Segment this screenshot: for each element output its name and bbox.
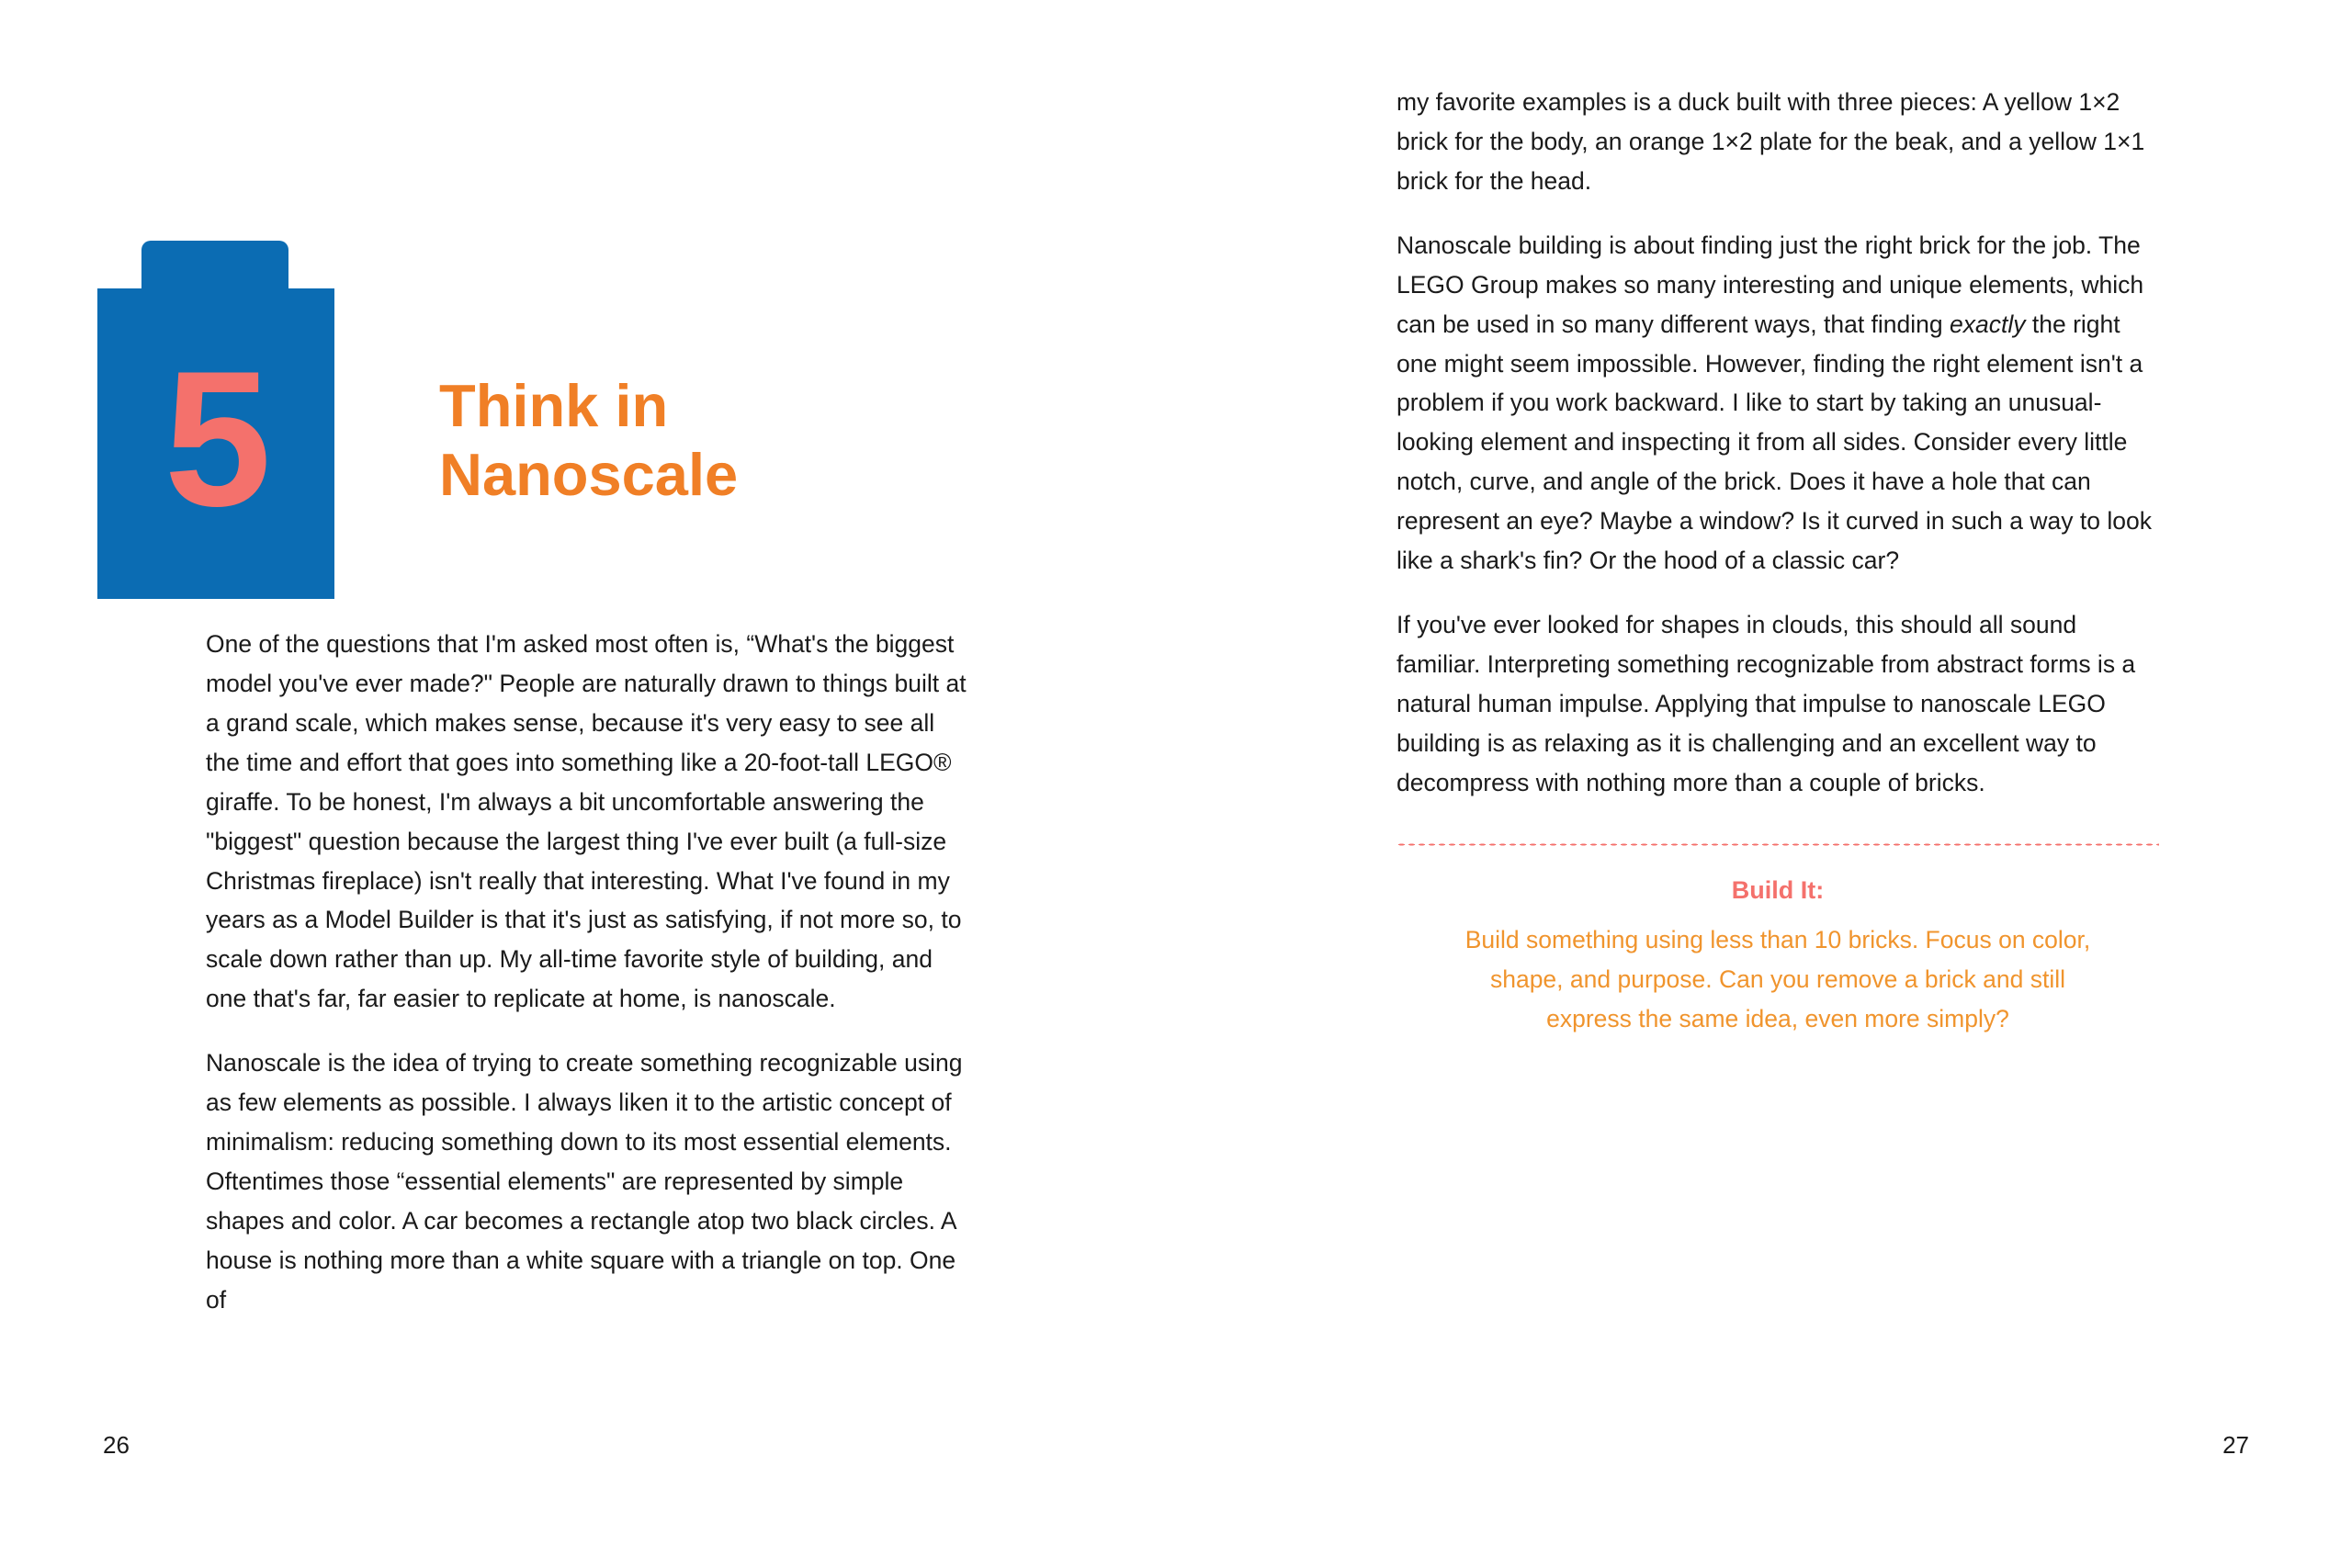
build-it-heading: Build It: [1731,875,1825,904]
chapter-number: 5 [164,331,268,547]
chapter-title-line-2: Nanoscale [439,440,739,508]
chapter-title-line-1: Think in [439,372,669,439]
chapter-number-brick [97,241,334,599]
right-page-body-column [1396,83,2159,1039]
paragraph-text-after-italic: the right one might seem impossible. However, finding the right element isn't a problem if you work backward. I like to start by taking an unusual-looking element and inspecting it from all sides. Consider every little notch, curve, and angle of the brick. Does it have a hole that can represent an eye? Maybe a window? Is it curved in such a way to look like a shark's fin? Or the hood of a classic car? [1396,310,2152,575]
dotted-divider [1396,843,2159,846]
paragraph-with-italic [1396,226,2159,581]
page-number-left: 26 [103,1431,130,1459]
right-page [1176,0,2352,1568]
brick-stud-shape [141,241,288,294]
paragraph: Nanoscale is the idea of trying to create something recognizable using as few elements as possible. I always liken it to the artistic concept of minimalism: reducing something down to its most essential elements. Oftentimes those “essential elements" are represented by simple shapes and color. A car becomes a rectangle atop two black circles. A house is nothing more than a white square with a triangle on top. One of [206,1049,963,1314]
paragraph: my favorite examples is a duck built with three pieces: A yellow 1×2 brick for the body, an orange 1×2 plate for the beak, and a yellow 1×1 brick for the head. [1396,88,2145,195]
italic-emphasis: exactly [1950,310,2026,338]
page-number-right: 27 [2222,1431,2249,1459]
build-it-body: Build something using less than 10 bricks. Focus on color, shape, and purpose. Can you remove a brick and still express the same idea, even more simply? [1464,925,2091,1033]
left-page-body-column [206,625,970,1320]
paragraph-text-before-italic: Nanoscale building is about finding just the right brick for the job. The LEGO Group makes so many interesting and unique elements, which can be used in so many different ways, that finding [1396,231,2144,338]
paragraph: If you've ever looked for shapes in clouds, this should all sound familiar. Interpreting something recognizable from abstract forms is a natural human impulse. Applying that impulse to nanoscale LEGO building is as relaxing as it is challenging and an excellent way to decompress with nothing more than a couple of bricks. [1396,611,2136,796]
chapter-title [439,372,1082,510]
paragraph: One of the questions that I'm asked most often is, “What's the biggest model you've ever made?" People are naturally drawn to things built at a grand scale, which makes sense, because it's very easy to see all the time and effort that goes into something like a 20-foot-tall LEGO® giraffe. To be honest, I'm always a bit uncomfortable answering the "biggest" question because the largest thing I've ever built (a full-size Christmas fireplace) isn't really that interesting. What I've found in my years as a Model Builder is that it's just as satisfying, if not more so, to scale down rather than up. My all-time favorite style of building, and one that's far, far easier to replicate at home, is nanoscale. [206,630,967,1013]
